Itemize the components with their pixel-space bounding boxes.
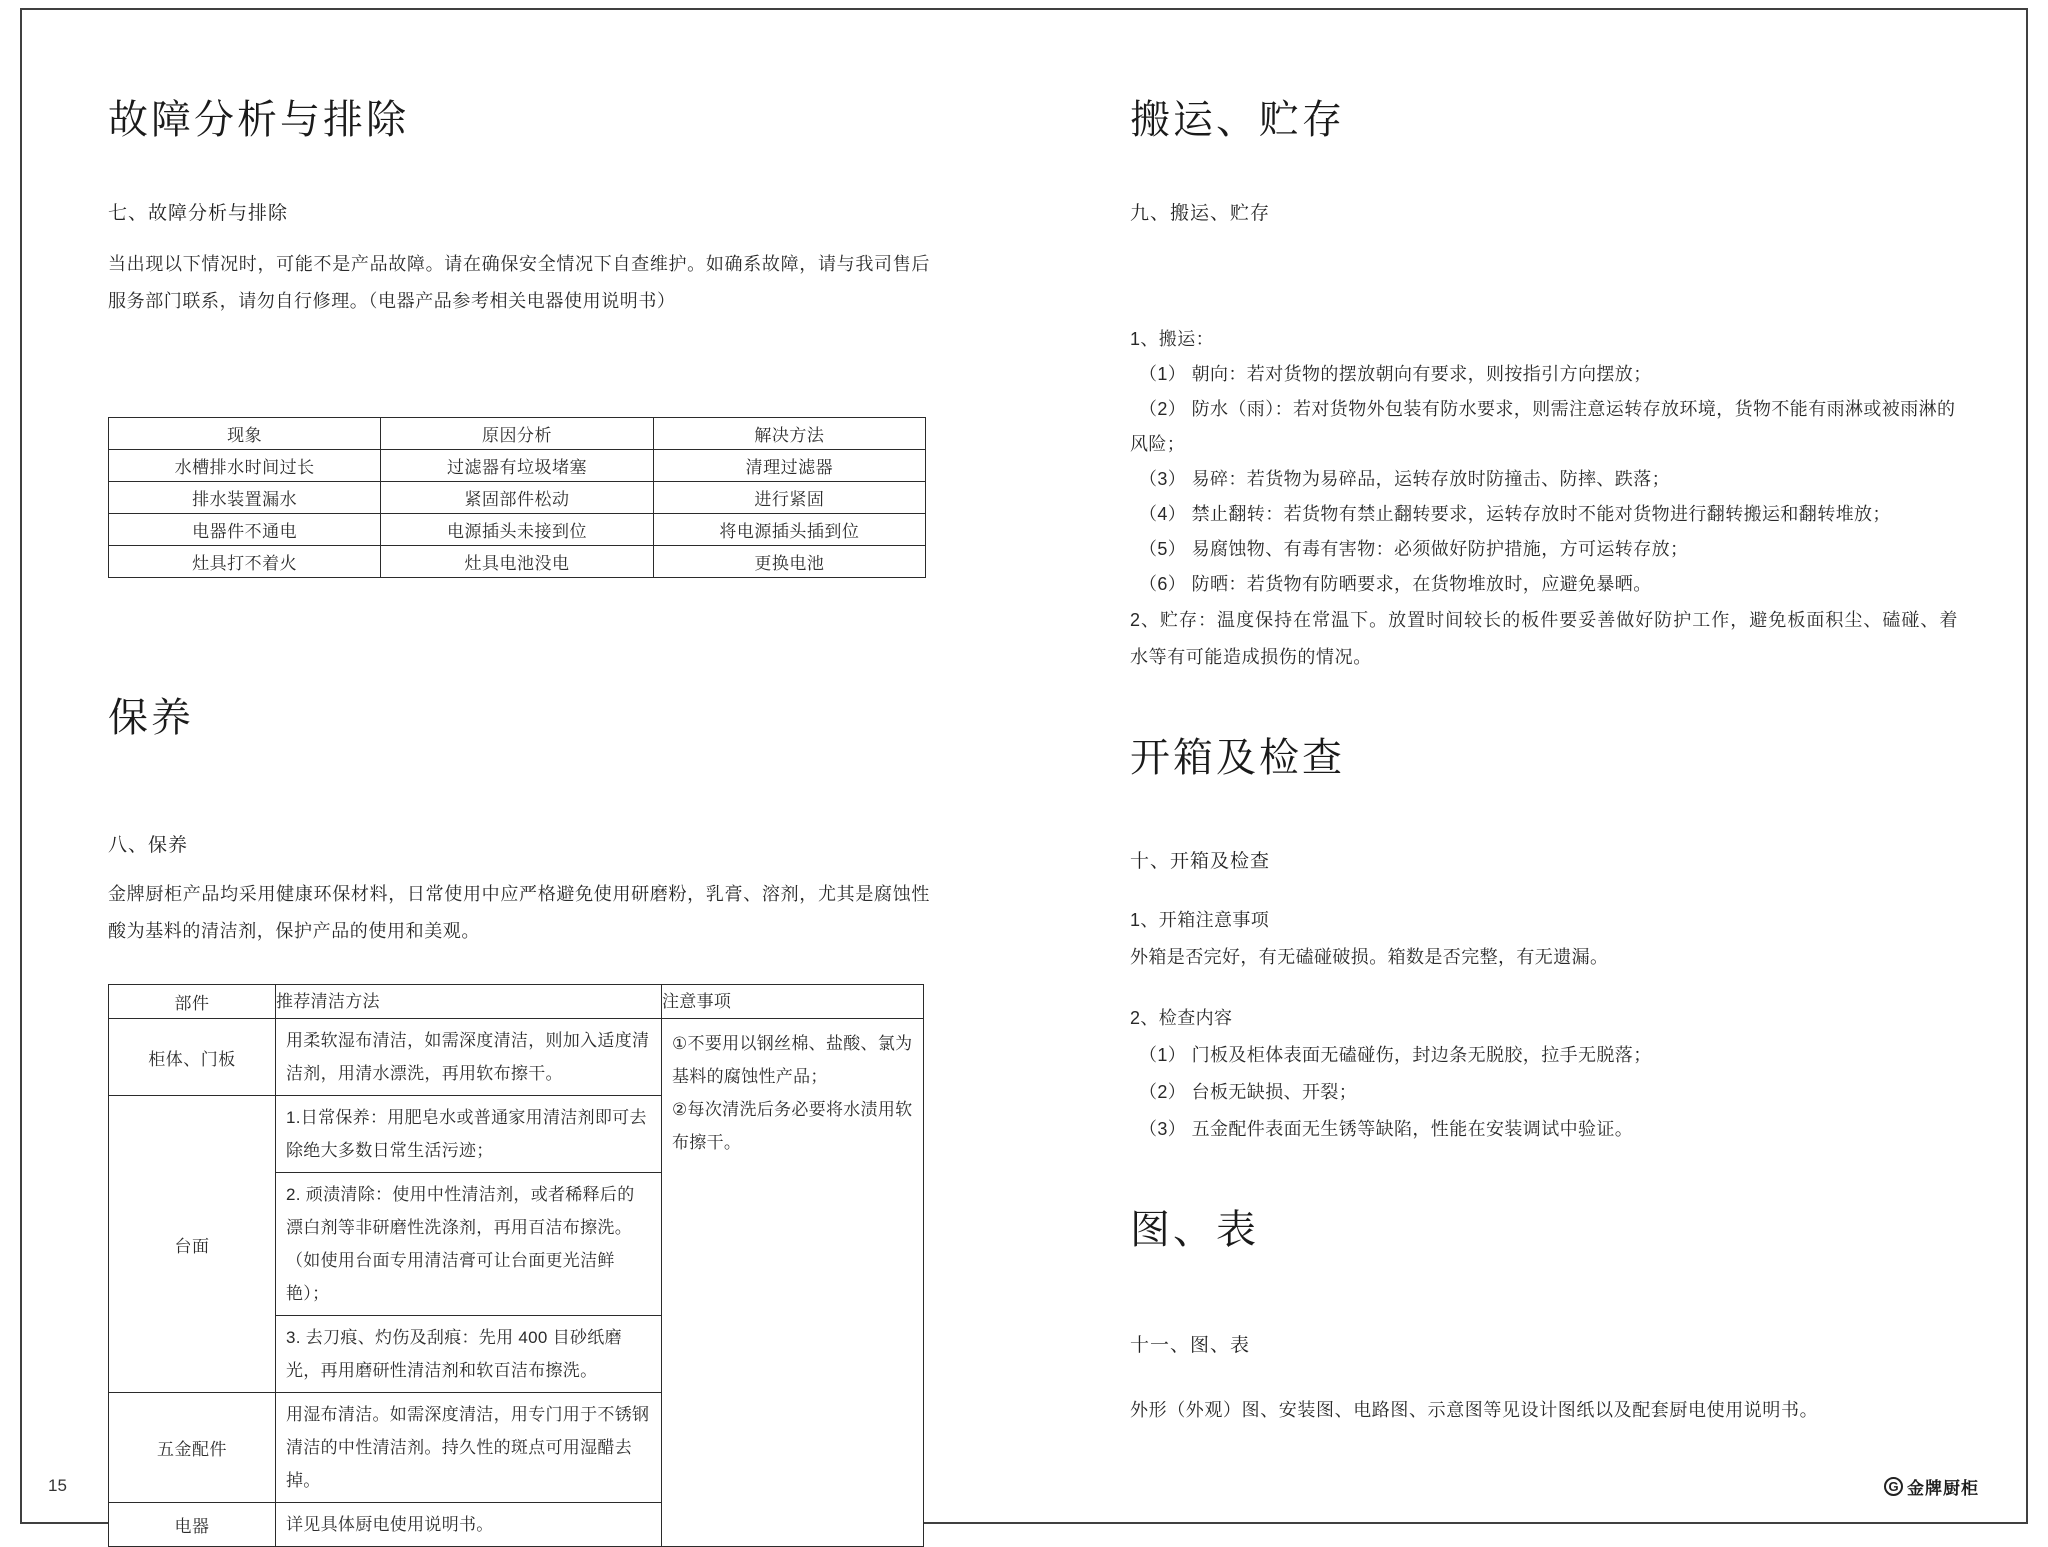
section-title-unboxing: 开箱及检查: [1130, 736, 1345, 780]
unboxing-note-text: 外箱是否完好，有无磕碰破损。箱数是否完整，有无遗漏。: [1130, 947, 1609, 967]
fault-table: [108, 417, 926, 578]
table-row: [109, 1019, 924, 1096]
care-table: [108, 984, 924, 1547]
care-col-method: 推荐清洁方法: [276, 985, 662, 1019]
carry-list: [1130, 322, 1958, 602]
list-item: （6） 防晒：若货物有防晒要求，在货物堆放时，应避免暴晒。: [1139, 574, 1652, 594]
cell: 灶具打不着火: [109, 546, 381, 578]
storage-paragraph: 2、贮存：温度保持在常温下。放置时间较长的板件要妥善做好防护工作，避免板面积尘、磕碰、着水等有可能造成损伤的情况。: [1130, 610, 1958, 667]
table-row: [109, 514, 926, 546]
unboxing-notes: [1130, 902, 1958, 976]
cell: 水槽排水时间过长: [109, 450, 381, 482]
list-item: （3） 五金配件表面无生锈等缺陷，性能在安装调试中验证。: [1139, 1119, 1634, 1139]
list-item: （4） 禁止翻转：若货物有禁止翻转要求，运转存放时不能对货物进行翻转搬运和翻转堆放；: [1139, 504, 1891, 524]
cell: 灶具电池没电: [381, 546, 653, 578]
carry-label: 1、搬运：: [1130, 329, 1215, 349]
troubleshooting-intro: 当出现以下情况时，可能不是产品故障。请在确保安全情况下自查维护。如确系故障，请与我司售后服务部门联系，请勿自行修理。（电器产品参考相关电器使用说明书）: [108, 254, 930, 311]
cell: 电源插头未接到位: [381, 514, 653, 546]
unboxing-note-label: 1、开箱注意事项: [1130, 910, 1270, 930]
table-row: [109, 546, 926, 578]
check-list: [1130, 1000, 1958, 1148]
cell: 更换电池: [653, 546, 925, 578]
cell-method-appliance: 详见具体厨电使用说明书。: [276, 1503, 662, 1547]
subsection-care: 八、保养: [108, 835, 189, 856]
page-number: 15: [48, 1476, 67, 1495]
care-col-notes: 注意事项: [662, 985, 924, 1019]
cell-method-countertop-1: 1.日常保养：用肥皂水或普通家用清洁剂即可去除绝大多数日常生活污迹；: [276, 1096, 662, 1173]
figures-paragraph: 外形（外观）图、安装图、电路图、示意图等见设计图纸以及配套厨电使用说明书。: [1130, 1400, 1819, 1420]
list-item: （1） 朝向：若对货物的摆放朝向有要求，则按指引方向摆放；: [1139, 364, 1652, 384]
table-header-row: [109, 418, 926, 450]
logo-letter: G: [1888, 1479, 1899, 1494]
section-title-figures: 图、表: [1130, 1208, 1259, 1252]
list-item: （1） 门板及柜体表面无磕碰伤，封边条无脱胶，拉手无脱落；: [1139, 1045, 1652, 1065]
list-item: （5） 易腐蚀物、有毒有害物：必须做好防护措施，方可运转存放；: [1139, 539, 1689, 559]
brand-name: 金牌厨柜: [1907, 1479, 1979, 1498]
section-title-transport: 搬运、贮存: [1130, 98, 1345, 142]
cell-method-countertop-3: 3. 去刀痕、灼伤及刮痕：先用 400 目砂纸磨光，再用磨研性清洁剂和软百洁布擦洗。: [276, 1316, 662, 1393]
section-title-troubleshooting: 故障分析与排除: [108, 98, 409, 142]
cell: 紧固部件松动: [381, 482, 653, 514]
table-row: [109, 482, 926, 514]
care-col-part: 部件: [109, 985, 276, 1019]
subsection-unboxing: 十、开箱及检查: [1130, 851, 1271, 872]
subsection-figures: 十一、图、表: [1130, 1335, 1251, 1356]
cell: 清理过滤器: [653, 450, 925, 482]
check-label: 2、检查内容: [1130, 1008, 1233, 1028]
subsection-transport: 九、搬运、贮存: [1130, 203, 1271, 224]
list-item: （2） 防水（雨）：若对货物外包装有防水要求，则需注意运转存放环境，货物不能有雨淋或被雨淋的风险；: [1130, 399, 1956, 454]
brand-g-icon: [1884, 1477, 1903, 1496]
section-title-care: 保养: [108, 696, 194, 740]
subsection-troubleshooting: 七、故障分析与排除: [108, 203, 289, 224]
care-intro: 金牌厨柜产品均采用健康环保材料，日常使用中应严格避免使用研磨粉，乳膏、溶剂，尤其是腐蚀性酸为基料的清洁剂，保护产品的使用和美观。: [108, 884, 930, 941]
cell-part-countertop: 台面: [109, 1096, 276, 1393]
cell-method-cabinet: 用柔软湿布清洁，如需深度清洁，则加入适度清洁剂，用清水漂洗，再用软布擦干。: [276, 1019, 662, 1096]
fault-col-solution: 解决方法: [653, 418, 925, 450]
cell: 进行紧固: [653, 482, 925, 514]
cell: 电器件不通电: [109, 514, 381, 546]
brand-logo: [1884, 1474, 1979, 1499]
cell-part-hardware: 五金配件: [109, 1393, 276, 1503]
note-2: ②每次清洗后务必要将水渍用软布擦干。: [672, 1100, 913, 1152]
cell: 过滤器有垃圾堵塞: [381, 450, 653, 482]
cell-method-hardware: 用湿布清洁。如需深度清洁，用专门用于不锈钢清洁的中性清洁剂。持久性的斑点可用湿醋去掉。: [276, 1393, 662, 1503]
table-header-row: [109, 985, 924, 1019]
table-row: [109, 450, 926, 482]
cell-part-appliance: 电器: [109, 1503, 276, 1547]
list-item: （3） 易碎：若货物为易碎品，运转存放时防撞击、防摔、跌落；: [1139, 469, 1671, 489]
note-1: ①不要用以钢丝棉、盐酸、氯为基料的腐蚀性产品；: [672, 1034, 913, 1086]
cell-notes: [662, 1019, 924, 1547]
list-item: （2） 台板无缺损、开裂；: [1139, 1082, 1358, 1102]
cell-method-countertop-2: 2. 顽渍清除：使用中性清洁剂，或者稀释后的漂白剂等非研磨性洗涤剂，再用百洁布擦洗。（如使用台面专用清洁膏可让台面更光洁鲜艳）；: [276, 1173, 662, 1316]
fault-col-phenomenon: 现象: [109, 418, 381, 450]
cell: 将电源插头插到位: [653, 514, 925, 546]
cell-part-cabinet: 柜体、门板: [109, 1019, 276, 1096]
cell: 排水装置漏水: [109, 482, 381, 514]
fault-col-cause: 原因分析: [381, 418, 653, 450]
